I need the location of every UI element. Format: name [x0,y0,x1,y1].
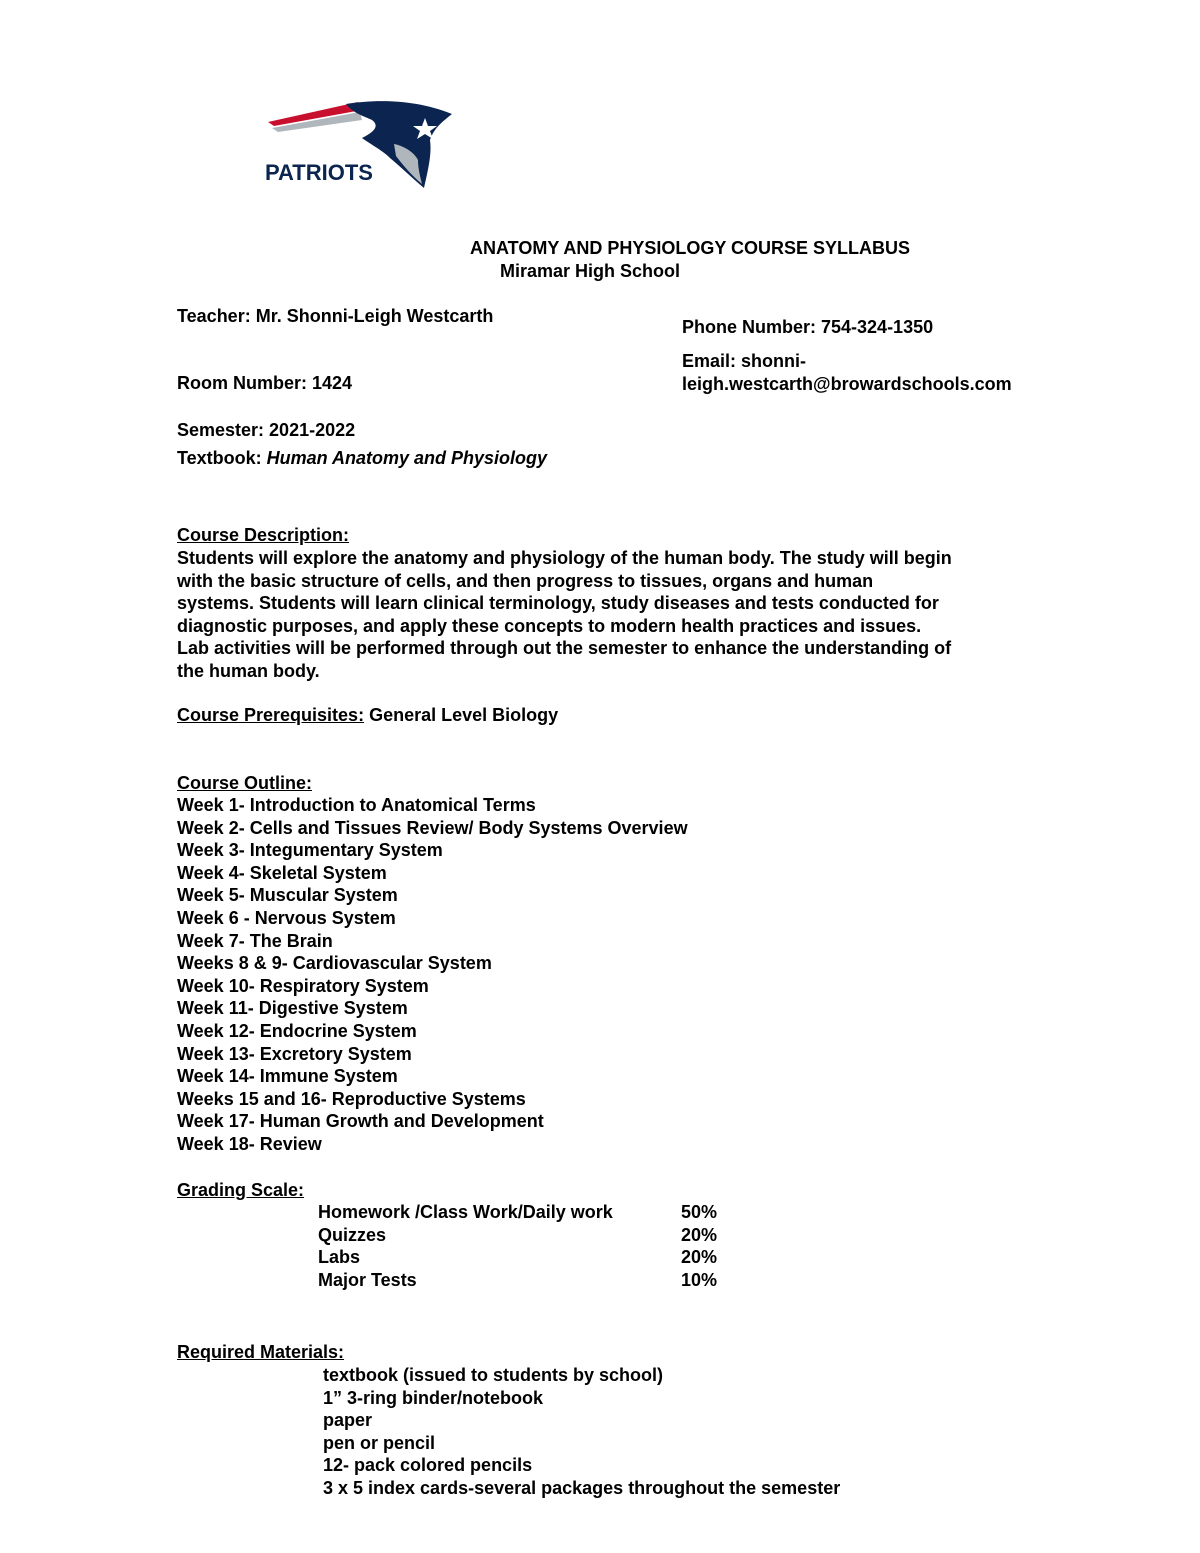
logo-wordmark: PATRIOTS [265,160,373,185]
outline-week: Week 1- Introduction to Anatomical Terms [177,795,536,815]
patriots-logo [262,98,458,190]
email-line-2: leigh.westcarth@browardschools.com [682,373,1012,394]
material-item: 12- pack colored pencils [323,1455,533,1476]
outline-week: Week 18- Review [177,1133,322,1154]
outline-week: Week 4- Skeletal System [177,862,387,883]
material-item: 1” 3-ring binder/notebook [323,1387,544,1408]
outline-week: Week 17- Human Growth and Development [177,1111,544,1132]
course-description-body [177,547,1037,683]
grading-scale-table [318,1201,717,1291]
grading-item: Quizzes [318,1224,387,1245]
description-line: Lab activities will be performed through out the semester to enhance the understanding of [177,638,952,659]
email-line [682,350,1012,395]
description-line: the human body. [177,660,320,681]
course-outline-heading: Course Outline: [177,773,313,793]
outline-week: Week 2- Cells and Tissues Review/ Body Systems Overview [177,817,688,838]
grading-scale-heading: Grading Scale: [177,1180,305,1200]
outline-week: Week 10- Respiratory System [177,975,429,996]
outline-week: Week 12- Endocrine System [177,1020,417,1041]
outline-week: Week 14- Immune System [177,1066,398,1087]
material-item: paper [323,1410,373,1431]
grading-weight: 50% [681,1202,718,1222]
outline-week: Week 7- The Brain [177,930,333,951]
room-line: Room Number: 1424 [177,373,353,393]
material-item: textbook (issued to students by school) [323,1365,664,1385]
outline-week: Week 11- Digestive System [177,998,408,1019]
description-line: systems. Students will learn clinical terminology, study diseases and tests conducted for [177,593,939,614]
outline-week: Weeks 8 & 9- Cardiovascular System [177,953,492,974]
grading-item: Homework /Class Work/Daily work [318,1202,613,1222]
prerequisites-heading: Course Prerequisites: [177,705,365,725]
grading-weight: 10% [681,1269,718,1290]
grading-item: Labs [318,1247,361,1268]
grading-item: Major Tests [318,1269,417,1290]
outline-week: Week 5- Muscular System [177,885,398,906]
teacher-line: Teacher: Mr. Shonni-Leigh Westcarth [177,306,494,326]
textbook-label: Textbook: [177,448,267,468]
description-line: Students will explore the anatomy and physiology of the human body. The study will begin [177,548,952,568]
grading-weight: 20% [681,1247,718,1268]
outline-week: Weeks 15 and 16- Reproductive Systems [177,1088,526,1109]
grading-row [318,1201,717,1224]
phone-line: Phone Number: 754-324-1350 [682,317,934,337]
required-materials-list [323,1364,840,1500]
course-description-heading: Course Description: [177,525,350,545]
course-prerequisites [177,704,558,727]
material-item: pen or pencil [323,1432,436,1453]
course-outline-list [177,794,688,1156]
prerequisites-value: General Level Biology [364,705,559,725]
textbook-title: Human Anatomy and Physiology [266,448,548,468]
textbook-line [177,447,547,470]
outline-week: Week 3- Integumentary System [177,840,443,861]
school-name: Miramar High School [500,261,681,281]
outline-week: Week 13- Excretory System [177,1043,412,1064]
grading-row [318,1246,717,1269]
syllabus-title: ANATOMY AND PHYSIOLOGY COURSE SYLLABUS [470,238,911,258]
semester-line: Semester: 2021-2022 [177,420,356,440]
grading-row [318,1224,717,1247]
grading-weight: 20% [681,1224,718,1245]
required-materials-heading: Required Materials: [177,1342,345,1362]
outline-week: Week 6 - Nervous System [177,907,396,928]
email-line-1: Email: shonni- [682,351,807,371]
grading-row [318,1269,717,1292]
material-item: 3 x 5 index cards-several packages throughout the semester [323,1477,841,1498]
description-line: diagnostic purposes, and apply these concepts to modern health practices and issues. [177,615,922,636]
description-line: with the basic structure of cells, and then progress to tissues, organs and human [177,570,874,591]
